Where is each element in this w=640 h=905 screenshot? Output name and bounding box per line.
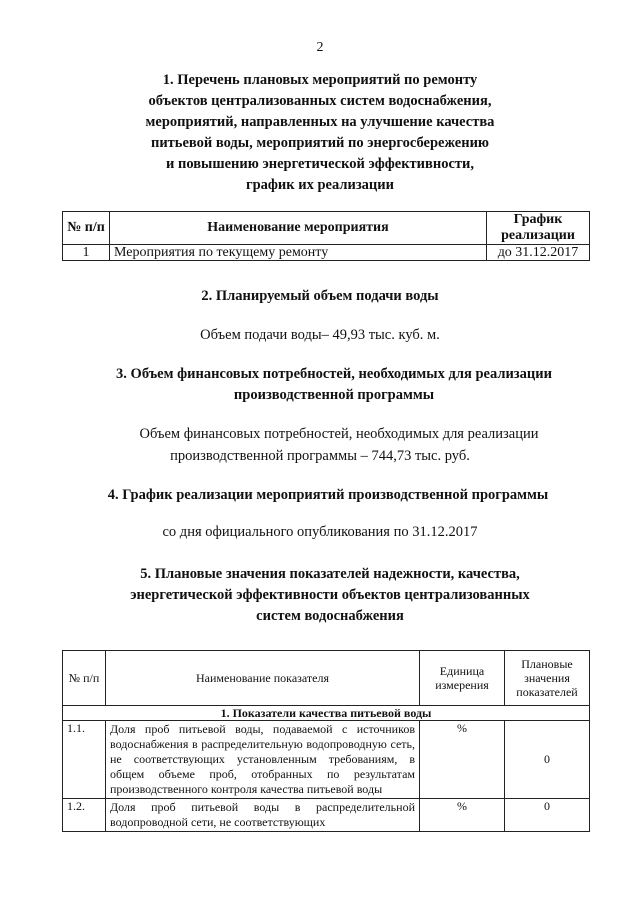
heading-line: энергетической эффективности объектов централизованных [130, 587, 530, 603]
measures-table [62, 211, 590, 261]
row-value: 0 [505, 799, 590, 832]
column-header-schedule: График реализации [487, 212, 590, 245]
text-line: Объем финансовых потребностей, необходимых для реализации [139, 426, 539, 442]
table-row [63, 721, 590, 799]
column-header-unit: Единица измерения [420, 651, 505, 706]
row-schedule: до 31.12.2017 [487, 245, 590, 261]
row-name: Доля проб питьевой воды в распределительной водопроводной сети, не соответствующих [106, 799, 420, 832]
column-header-number: № п/п [63, 651, 106, 706]
row-value: 0 [505, 721, 590, 799]
row-number: 1.1. [63, 721, 106, 799]
section2-heading: 2. Планируемый объем подачи воды [201, 288, 439, 304]
column-header-name: Наименование мероприятия [110, 212, 487, 245]
section2-text: Объем подачи воды– 49,93 тыс. куб. м. [200, 327, 440, 343]
section3-text [0, 423, 640, 467]
heading-line: и повышению энергетической эффективности, [166, 156, 474, 172]
row-name: Мероприятия по текущему ремонту [110, 245, 487, 261]
column-header-name: Наименование показателя [106, 651, 420, 706]
subsection-title: 1. Показатели качества питьевой воды [63, 706, 590, 721]
heading-line: объектов централизованных систем водоснабжения, [148, 93, 492, 109]
section4-heading: 4. График реализации мероприятий производственной программы [107, 487, 549, 503]
heading-line: 3. Объем финансовых потребностей, необходимых для реализации [116, 366, 552, 382]
section5-heading [10, 564, 640, 627]
indicators-table [62, 650, 590, 832]
heading-line: питьевой воды, мероприятий по энергосбережению [150, 135, 490, 151]
row-unit: % [420, 799, 505, 832]
subsection-row [63, 706, 590, 721]
table-row [63, 799, 590, 832]
heading-line: график их реализации [245, 177, 394, 193]
section1-heading [0, 70, 640, 196]
page-number: 2 [316, 40, 324, 55]
column-header-number: № п/п [63, 212, 110, 245]
text-line: производственной программы – 744,73 тыс. руб. [170, 448, 470, 464]
row-unit: % [420, 721, 505, 799]
row-number: 1.2. [63, 799, 106, 832]
row-number: 1 [63, 245, 110, 261]
row-name: Доля проб питьевой воды, подаваемой с источников водоснабжения в распределительную водопроводную сеть, не соответствующих установленным требованиям, в общем объеме проб, отобранных по результатам производственного контроля качества питьевой воды [106, 721, 420, 799]
table-header-row [63, 212, 590, 245]
heading-line: 5. Плановые значения показателей надежности, качества, [140, 566, 520, 582]
section4-text: со дня официального опубликования по 31.12.2017 [162, 524, 478, 540]
section3-heading [14, 364, 640, 406]
table-header-row [63, 651, 590, 706]
table-row [63, 245, 590, 261]
heading-line: систем водоснабжения [256, 608, 404, 624]
heading-line: 1. Перечень плановых мероприятий по ремонту [162, 72, 478, 88]
heading-line: производственной программы [233, 387, 435, 403]
column-header-value: Плановые значения показателей [505, 651, 590, 706]
heading-line: мероприятий, направленных на улучшение качества [145, 114, 495, 130]
